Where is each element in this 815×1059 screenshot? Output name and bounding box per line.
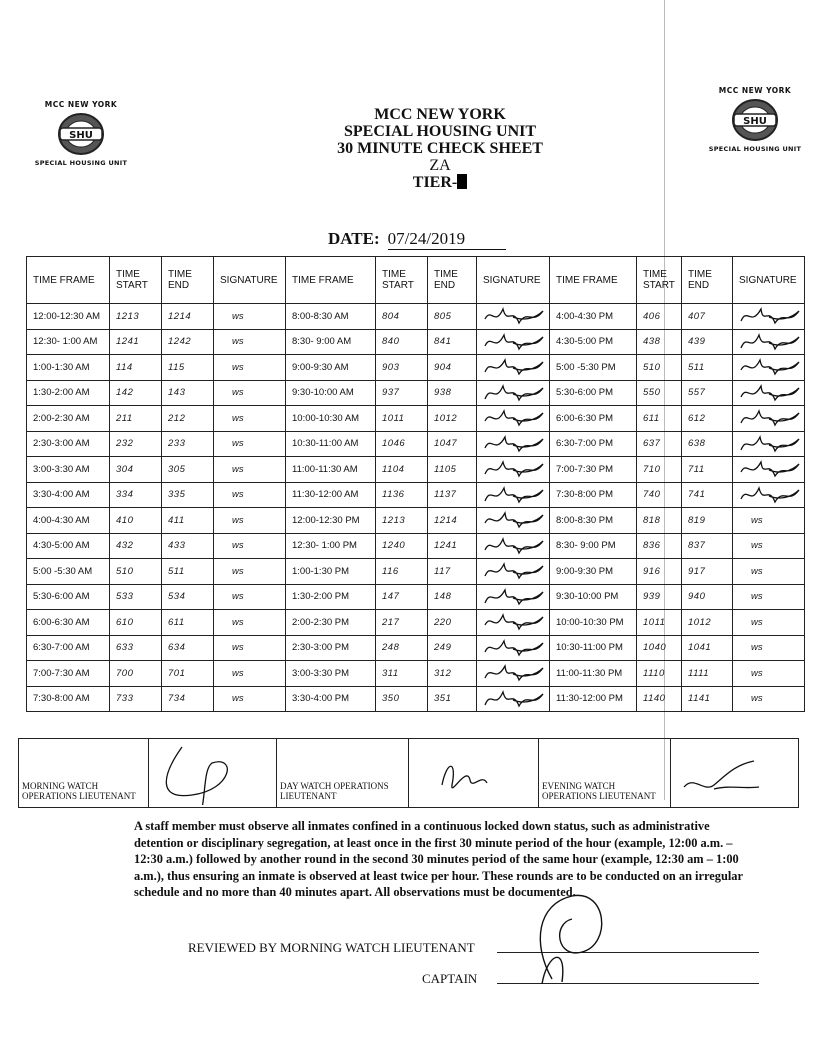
time-frame-cell: 12:30- 1:00 AM	[27, 329, 110, 355]
time-frame-cell: 5:30-6:00 AM	[27, 584, 110, 610]
signature-cell	[477, 635, 550, 661]
signature-cell	[477, 329, 550, 355]
badge-text: SHU	[69, 130, 93, 141]
table-row	[27, 482, 805, 508]
column-header: SIGNATURE	[477, 257, 550, 304]
time-start-cell: 818	[637, 508, 682, 534]
time-frame-cell: 8:30- 9:00 PM	[550, 533, 637, 559]
signature-scribble-icon	[483, 305, 549, 327]
time-start-cell: 610	[110, 610, 162, 636]
time-end-cell: 212	[162, 406, 214, 432]
time-frame-cell: 4:00-4:30 AM	[27, 508, 110, 534]
time-end-cell: 220	[428, 610, 477, 636]
time-end-cell: 612	[682, 406, 733, 432]
signature-cell: ws	[733, 661, 805, 687]
document-header	[300, 106, 580, 191]
signature-scribble-icon	[739, 407, 805, 429]
time-start-cell: 248	[376, 635, 428, 661]
table-header-row	[27, 257, 805, 304]
signature-scribble-icon	[483, 331, 549, 353]
time-end-cell: 233	[162, 431, 214, 457]
time-start-cell: 211	[110, 406, 162, 432]
time-frame-cell: 2:30-3:00 AM	[27, 431, 110, 457]
signature-initials-cell: ws	[214, 686, 286, 712]
time-frame-cell: 1:30-2:00 AM	[27, 380, 110, 406]
time-frame-cell: 9:00-9:30 PM	[550, 559, 637, 585]
time-frame-cell: 11:00-11:30 PM	[550, 661, 637, 687]
date-value: 07/24/2019	[388, 229, 506, 250]
time-end-cell: 841	[428, 329, 477, 355]
time-frame-cell: 7:30-8:00 AM	[27, 686, 110, 712]
signature-cell	[477, 610, 550, 636]
time-frame-cell: 10:30-11:00 PM	[550, 635, 637, 661]
signature-cell	[477, 380, 550, 406]
signature-initials-cell: ws	[214, 635, 286, 661]
time-start-cell: 232	[110, 431, 162, 457]
time-start-cell: 1040	[637, 635, 682, 661]
check-log-table	[26, 256, 805, 712]
signature-initials-cell: ws	[214, 457, 286, 483]
evening-watch-signature	[671, 739, 799, 808]
column-header: TIME END	[428, 257, 477, 304]
time-start-cell: 836	[637, 533, 682, 559]
signature-cell	[477, 431, 550, 457]
signature-cell	[733, 431, 805, 457]
table-row	[27, 533, 805, 559]
time-frame-cell: 1:00-1:30 AM	[27, 355, 110, 381]
time-start-cell: 1011	[376, 406, 428, 432]
signature-cell: ws	[733, 584, 805, 610]
day-watch-label: DAY WATCH OPERATIONS LIEUTENANT	[277, 739, 409, 808]
time-end-cell: 557	[682, 380, 733, 406]
signature-scribble-icon	[739, 484, 805, 506]
signature-cell	[733, 482, 805, 508]
time-end-cell: 1047	[428, 431, 477, 457]
logo-bottom-text: SPECIAL HOUSING UNIT	[34, 159, 128, 167]
time-end-cell: 148	[428, 584, 477, 610]
signature-initials-cell: ws	[214, 380, 286, 406]
column-header: TIME FRAME	[27, 257, 110, 304]
time-frame-cell: 2:00-2:30 AM	[27, 406, 110, 432]
time-frame-cell: 4:30-5:00 AM	[27, 533, 110, 559]
time-end-cell: 1242	[162, 329, 214, 355]
signature-scribble-icon	[483, 688, 549, 710]
time-end-cell: 439	[682, 329, 733, 355]
time-frame-cell: 2:30-3:00 PM	[286, 635, 376, 661]
time-start-cell: 633	[110, 635, 162, 661]
time-frame-cell: 5:00 -5:30 PM	[550, 355, 637, 381]
time-start-cell: 937	[376, 380, 428, 406]
table-row	[27, 304, 805, 330]
table-row	[27, 380, 805, 406]
header-line-4: ZA	[429, 157, 451, 174]
time-start-cell: 533	[110, 584, 162, 610]
logo-right	[700, 86, 810, 153]
signature-initials-cell: ws	[214, 584, 286, 610]
time-start-cell: 1104	[376, 457, 428, 483]
time-frame-cell: 11:30-12:00 PM	[550, 686, 637, 712]
ops-row	[19, 739, 799, 808]
time-start-cell: 916	[637, 559, 682, 585]
time-end-cell: 1111	[682, 661, 733, 687]
time-frame-cell: 7:30-8:00 PM	[550, 482, 637, 508]
time-end-cell: 1105	[428, 457, 477, 483]
time-end-cell: 1141	[682, 686, 733, 712]
time-start-cell: 510	[637, 355, 682, 381]
header-line-2: SPECIAL HOUSING UNIT	[343, 123, 537, 140]
table-row	[27, 635, 805, 661]
signature-cell: ws	[733, 533, 805, 559]
time-start-cell: 147	[376, 584, 428, 610]
time-frame-cell: 6:00-6:30 AM	[27, 610, 110, 636]
signature-scribble-icon	[152, 745, 272, 805]
signature-initials-cell: ws	[214, 329, 286, 355]
signature-cell	[477, 559, 550, 585]
header-line-1: MCC NEW YORK	[374, 106, 506, 123]
signature-initials-cell: ws	[214, 508, 286, 534]
time-frame-cell: 6:00-6:30 PM	[550, 406, 637, 432]
signature-scribble-icon	[739, 305, 805, 327]
time-end-cell: 351	[428, 686, 477, 712]
badge-text: SHU	[743, 116, 767, 127]
signature-scribble-icon	[483, 586, 549, 608]
time-frame-cell: 9:00-9:30 AM	[286, 355, 376, 381]
signature-cell: ws	[733, 508, 805, 534]
signature-cell	[733, 304, 805, 330]
time-start-cell: 700	[110, 661, 162, 687]
signature-cell: ws	[733, 559, 805, 585]
time-start-cell: 550	[637, 380, 682, 406]
time-end-cell: 837	[682, 533, 733, 559]
signature-cell	[733, 329, 805, 355]
time-frame-cell: 12:00-12:30 PM	[286, 508, 376, 534]
signature-scribble-icon	[483, 509, 549, 531]
time-start-cell: 142	[110, 380, 162, 406]
logo-left	[26, 100, 136, 167]
table-row	[27, 406, 805, 432]
signature-scribble-icon	[483, 458, 549, 480]
column-header: SIGNATURE	[733, 257, 805, 304]
signature-scribble-icon	[483, 407, 549, 429]
time-start-cell: 903	[376, 355, 428, 381]
signature-scribble-icon	[412, 755, 522, 799]
signature-cell	[477, 482, 550, 508]
time-end-cell: 511	[682, 355, 733, 381]
signature-scribble-icon	[739, 331, 805, 353]
time-end-cell: 115	[162, 355, 214, 381]
time-frame-cell: 9:30-10:00 PM	[550, 584, 637, 610]
column-header: TIME END	[162, 257, 214, 304]
time-end-cell: 143	[162, 380, 214, 406]
time-end-cell: 701	[162, 661, 214, 687]
time-end-cell: 819	[682, 508, 733, 534]
time-frame-cell: 1:00-1:30 PM	[286, 559, 376, 585]
signature-scribble-icon	[483, 560, 549, 582]
time-frame-cell: 5:30-6:00 PM	[550, 380, 637, 406]
time-start-cell: 1213	[110, 304, 162, 330]
time-start-cell: 637	[637, 431, 682, 457]
signature-cell	[477, 508, 550, 534]
time-end-cell: 1214	[162, 304, 214, 330]
time-end-cell: 741	[682, 482, 733, 508]
time-frame-cell: 3:00-3:30 AM	[27, 457, 110, 483]
time-end-cell: 938	[428, 380, 477, 406]
signature-cell	[477, 584, 550, 610]
signature-cell: ws	[733, 686, 805, 712]
signature-scribble-icon	[739, 382, 805, 404]
signature-scribble-icon	[483, 611, 549, 633]
signature-scribble-icon	[483, 433, 549, 455]
time-end-cell: 407	[682, 304, 733, 330]
logo-top-text: MCC NEW YORK	[718, 86, 792, 95]
time-end-cell: 1241	[428, 533, 477, 559]
time-start-cell: 733	[110, 686, 162, 712]
column-header: TIME START	[110, 257, 162, 304]
morning-watch-signature	[149, 739, 277, 808]
time-start-cell: 1140	[637, 686, 682, 712]
time-frame-cell: 5:00 -5:30 AM	[27, 559, 110, 585]
logo-bottom-text: SPECIAL HOUSING UNIT	[708, 145, 802, 153]
shu-badge-icon	[726, 97, 784, 143]
signature-initials-cell: ws	[214, 661, 286, 687]
time-frame-cell: 11:30-12:00 AM	[286, 482, 376, 508]
signature-cell	[733, 406, 805, 432]
time-end-cell: 312	[428, 661, 477, 687]
time-start-cell: 438	[637, 329, 682, 355]
time-end-cell: 249	[428, 635, 477, 661]
time-start-cell: 304	[110, 457, 162, 483]
time-start-cell: 1046	[376, 431, 428, 457]
evening-watch-label: EVENING WATCH OPERATIONS LIEUTENANT	[539, 739, 671, 808]
time-frame-cell: 10:00-10:30 AM	[286, 406, 376, 432]
time-start-cell: 114	[110, 355, 162, 381]
time-frame-cell: 4:30-5:00 PM	[550, 329, 637, 355]
time-frame-cell: 9:30-10:00 AM	[286, 380, 376, 406]
time-end-cell: 1041	[682, 635, 733, 661]
table-row	[27, 431, 805, 457]
time-frame-cell: 8:00-8:30 AM	[286, 304, 376, 330]
signature-cell	[477, 406, 550, 432]
header-line-3: 30 MINUTE CHECK SHEET	[337, 140, 543, 157]
table-row	[27, 329, 805, 355]
signature-initials-cell: ws	[214, 533, 286, 559]
date-line	[328, 229, 506, 250]
signature-cell	[733, 380, 805, 406]
time-end-cell: 904	[428, 355, 477, 381]
table-row	[27, 686, 805, 712]
signature-cell: ws	[733, 635, 805, 661]
time-end-cell: 511	[162, 559, 214, 585]
time-frame-cell: 6:30-7:00 PM	[550, 431, 637, 457]
time-start-cell: 510	[110, 559, 162, 585]
policy-paragraph: A staff member must observe all inmates confined in a continuous locked down status, such as administrative detention or disciplinary segregation, at least once in the first 30 minute period of the hour (example, 12:00 a.m. – 12:30 a.m.) followed by another round in the second 30 minutes period of the same hour (example, 12:30 am – 1:00 a.m.), thus ensuring an inmate is observed at least twice per hour. These rounds are to be conducted on an irregular schedule and no more than 40 minutes apart. All observations must be documented.	[134, 819, 743, 899]
time-start-cell: 1011	[637, 610, 682, 636]
signature-scribble-icon	[483, 382, 549, 404]
signature-scribble-icon	[483, 356, 549, 378]
time-start-cell: 410	[110, 508, 162, 534]
time-end-cell: 611	[162, 610, 214, 636]
signature-scribble-icon	[483, 637, 549, 659]
time-end-cell: 305	[162, 457, 214, 483]
time-end-cell: 917	[682, 559, 733, 585]
time-end-cell: 734	[162, 686, 214, 712]
signature-cell	[477, 661, 550, 687]
column-header: TIME START	[376, 257, 428, 304]
time-end-cell: 634	[162, 635, 214, 661]
time-frame-cell: 11:00-11:30 AM	[286, 457, 376, 483]
logo-top-text: MCC NEW YORK	[44, 100, 118, 109]
signature-cell	[477, 686, 550, 712]
time-end-cell: 805	[428, 304, 477, 330]
signature-initials-cell: ws	[214, 355, 286, 381]
time-start-cell: 1240	[376, 533, 428, 559]
time-frame-cell: 12:30- 1:00 PM	[286, 533, 376, 559]
column-header: TIME START	[637, 257, 682, 304]
signature-cell	[477, 533, 550, 559]
time-start-cell: 1213	[376, 508, 428, 534]
table-row	[27, 661, 805, 687]
time-end-cell: 1214	[428, 508, 477, 534]
column-header: SIGNATURE	[214, 257, 286, 304]
signature-scribble-icon	[483, 662, 549, 684]
time-end-cell: 411	[162, 508, 214, 534]
time-frame-cell: 6:30-7:00 AM	[27, 635, 110, 661]
time-end-cell: 117	[428, 559, 477, 585]
time-start-cell: 710	[637, 457, 682, 483]
time-start-cell: 840	[376, 329, 428, 355]
time-start-cell: 939	[637, 584, 682, 610]
time-start-cell: 740	[637, 482, 682, 508]
column-header: TIME END	[682, 257, 733, 304]
shu-badge-icon	[52, 111, 110, 157]
time-end-cell: 1012	[428, 406, 477, 432]
signature-initials-cell: ws	[214, 431, 286, 457]
signature-scribble-icon	[739, 356, 805, 378]
time-frame-cell: 8:00-8:30 PM	[550, 508, 637, 534]
time-frame-cell: 12:00-12:30 AM	[27, 304, 110, 330]
date-label: DATE:	[328, 229, 380, 248]
time-frame-cell: 7:00-7:30 PM	[550, 457, 637, 483]
time-start-cell: 432	[110, 533, 162, 559]
signature-cell: ws	[733, 610, 805, 636]
table-row	[27, 584, 805, 610]
signature-initials-cell: ws	[214, 482, 286, 508]
time-start-cell: 350	[376, 686, 428, 712]
table-row	[27, 508, 805, 534]
signature-cell	[477, 355, 550, 381]
signature-scribble-icon	[739, 433, 805, 455]
signature-initials-cell: ws	[214, 406, 286, 432]
tier-line	[413, 174, 467, 191]
time-end-cell: 1012	[682, 610, 733, 636]
time-start-cell: 406	[637, 304, 682, 330]
signature-cell	[733, 355, 805, 381]
time-end-cell: 940	[682, 584, 733, 610]
table-row	[27, 559, 805, 585]
signature-scribble-icon	[739, 458, 805, 480]
time-start-cell: 217	[376, 610, 428, 636]
signature-scribble-icon	[483, 535, 549, 557]
time-start-cell: 1110	[637, 661, 682, 687]
time-frame-cell: 3:00-3:30 PM	[286, 661, 376, 687]
reviewed-by-label: REVIEWED BY MORNING WATCH LIEUTENANT	[188, 940, 475, 955]
table-row	[27, 610, 805, 636]
time-frame-cell: 10:30-11:00 AM	[286, 431, 376, 457]
redaction-box	[457, 174, 467, 189]
table-row	[27, 355, 805, 381]
time-end-cell: 1137	[428, 482, 477, 508]
signature-cell	[733, 457, 805, 483]
time-end-cell: 638	[682, 431, 733, 457]
tier-label: TIER-	[412, 174, 458, 191]
table-row	[27, 457, 805, 483]
time-frame-cell: 10:00-10:30 PM	[550, 610, 637, 636]
signature-initials-cell: ws	[214, 304, 286, 330]
time-end-cell: 711	[682, 457, 733, 483]
captain-label: CAPTAIN	[422, 971, 478, 986]
time-end-cell: 335	[162, 482, 214, 508]
time-start-cell: 311	[376, 661, 428, 687]
time-start-cell: 804	[376, 304, 428, 330]
time-frame-cell: 2:00-2:30 PM	[286, 610, 376, 636]
operations-signoff-table	[18, 738, 799, 808]
time-start-cell: 334	[110, 482, 162, 508]
time-frame-cell: 7:00-7:30 AM	[27, 661, 110, 687]
captain-signature-scribble-icon	[512, 884, 622, 989]
day-watch-signature	[409, 739, 539, 808]
time-frame-cell: 3:30-4:00 PM	[286, 686, 376, 712]
time-end-cell: 534	[162, 584, 214, 610]
signature-cell	[477, 304, 550, 330]
time-start-cell: 116	[376, 559, 428, 585]
signature-initials-cell: ws	[214, 610, 286, 636]
morning-watch-label: MORNING WATCH OPERATIONS LIEUTENANT	[19, 739, 149, 808]
signature-scribble-icon	[483, 484, 549, 506]
signature-initials-cell: ws	[214, 559, 286, 585]
signature-cell	[477, 457, 550, 483]
time-start-cell: 1136	[376, 482, 428, 508]
time-frame-cell: 8:30- 9:00 AM	[286, 329, 376, 355]
signature-scribble-icon	[674, 755, 784, 799]
time-frame-cell: 4:00-4:30 PM	[550, 304, 637, 330]
time-start-cell: 611	[637, 406, 682, 432]
time-start-cell: 1241	[110, 329, 162, 355]
column-header: TIME FRAME	[550, 257, 637, 304]
time-frame-cell: 1:30-2:00 PM	[286, 584, 376, 610]
column-header: TIME FRAME	[286, 257, 376, 304]
time-frame-cell: 3:30-4:00 AM	[27, 482, 110, 508]
time-end-cell: 433	[162, 533, 214, 559]
